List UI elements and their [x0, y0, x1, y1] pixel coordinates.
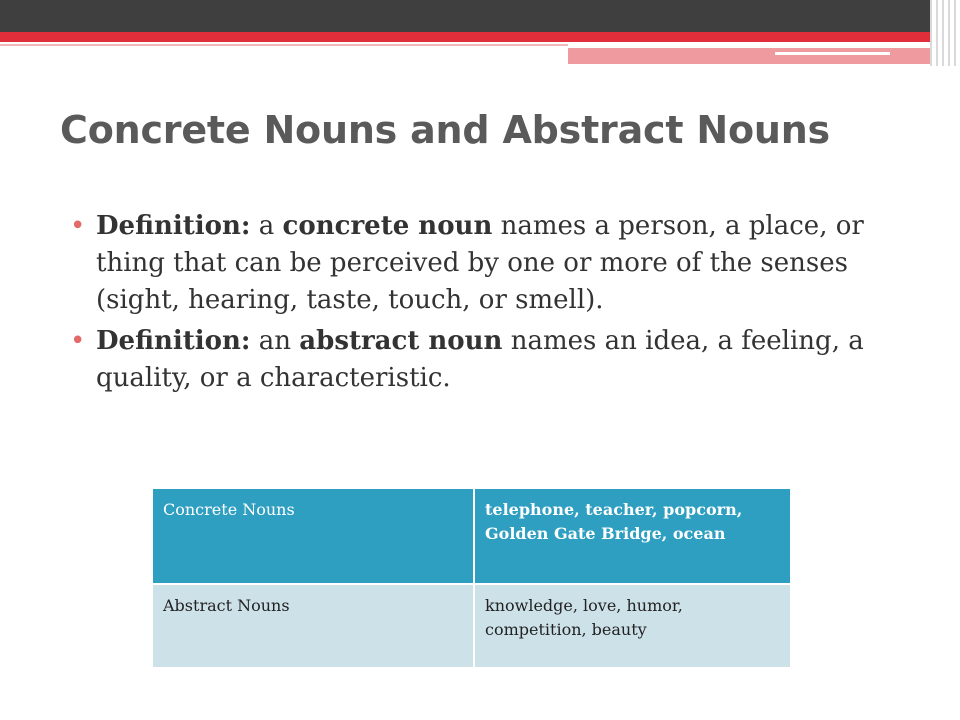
definition-segment: names an idea, a feeling, a quality, or a characteristic.: [96, 326, 864, 393]
header-thin-red-line: [0, 44, 568, 46]
table-cell-category: Abstract Nouns: [152, 584, 474, 668]
definition-concrete: [70, 208, 930, 319]
bold-term: concrete noun: [282, 211, 493, 241]
bold-term: Definition:: [96, 326, 251, 356]
definition-abstract: [70, 323, 930, 397]
table-row: [152, 584, 791, 668]
header-white-line: [775, 52, 890, 55]
slide-title: Concrete Nouns and Abstract Nouns: [60, 108, 830, 152]
bullet-dot: •: [70, 211, 86, 241]
definition-text: [96, 211, 864, 315]
header-bar: [0, 0, 960, 32]
definition-segment: names a person, a place, or thing that can be perceived by one or more of the senses (sight, hearing, taste, touch, or smell).: [96, 211, 864, 315]
noun-examples-table: [151, 487, 792, 669]
bullet-dot: •: [70, 326, 86, 356]
bold-term: abstract noun: [299, 326, 503, 356]
bold-term: Definition:: [96, 211, 251, 241]
table-cell-examples: telephone, teacher, popcorn, Golden Gate Bridge, ocean: [474, 488, 791, 584]
definition-segment: a: [250, 211, 283, 241]
table-cell-examples: knowledge, love, humor, competition, beauty: [474, 584, 791, 668]
header-right-ticks: [930, 0, 960, 66]
header-red-stripe: [0, 32, 960, 42]
definition-list: [70, 208, 930, 397]
header-pink-stripe: [568, 48, 960, 64]
table-cell-category: Concrete Nouns: [152, 488, 474, 584]
definition-segment: an: [250, 326, 300, 356]
definition-text: [96, 326, 864, 393]
table-row: [152, 488, 791, 584]
